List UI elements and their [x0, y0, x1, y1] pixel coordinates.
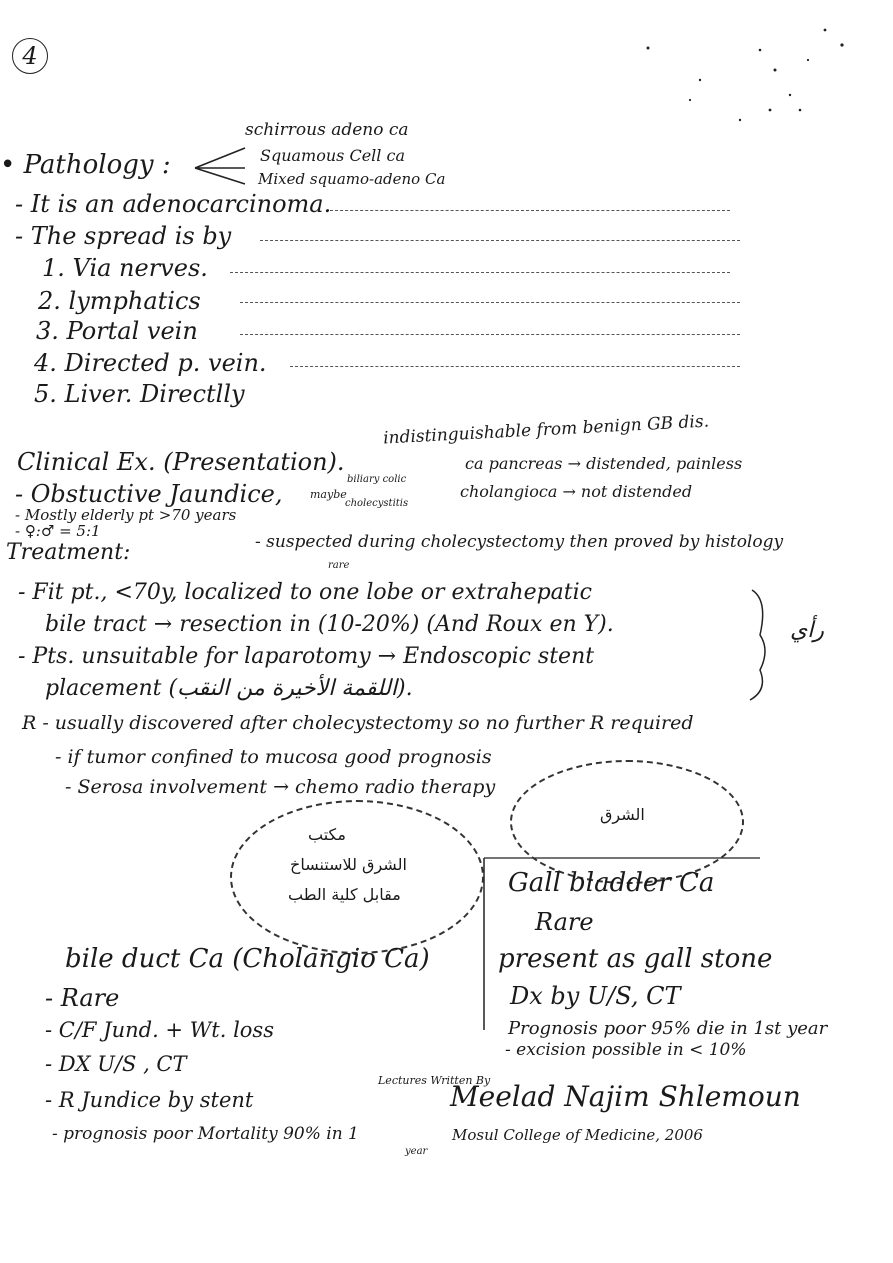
- credit-college: Mosul College of Medicine, 2006: [452, 1126, 703, 1144]
- guide-line: [240, 334, 740, 335]
- guide-line: [240, 302, 740, 303]
- pathology-line-1: - It is an adenocarcinoma.: [15, 190, 332, 218]
- clinical-note: indistinguishable from benign GB dis.: [382, 411, 710, 449]
- guide-line: [330, 210, 730, 211]
- bd-item-3: - DX U/S , CT: [45, 1052, 187, 1076]
- pathology-type-3: Mixed squamo-adeno Ca: [258, 170, 446, 188]
- gb-item-4: Prognosis poor 95% die in 1st year: [508, 1018, 828, 1039]
- bd-item-2: - C/F Jund. + Wt. loss: [45, 1018, 274, 1042]
- treatment-heading: Treatment:: [6, 540, 131, 565]
- bd-item-4: - R Jundice by stent: [45, 1088, 254, 1112]
- spread-heading: - The spread is by: [15, 222, 232, 250]
- stamp-text-3: مقابل كلية الطب: [288, 885, 401, 904]
- pathology-heading: Pathology :: [23, 150, 171, 180]
- pathology-type-2: Squamous Cell ca: [260, 146, 405, 165]
- spread-item-4: 4. Directed p. vein.: [34, 349, 267, 377]
- side-note: رأي: [790, 618, 824, 643]
- credit-label: Lectures Written By: [378, 1074, 491, 1087]
- bullet-dot: •: [0, 150, 16, 180]
- bd-item-1: - Rare: [45, 984, 120, 1012]
- spread-item-3: 3. Portal vein: [36, 317, 198, 345]
- clinical-heading: Clinical Ex. (Presentation).: [17, 448, 345, 476]
- gb-item-2: present as gall stone: [498, 944, 773, 974]
- biliary-colic-note: biliary colic: [347, 474, 407, 485]
- rare-note: rare: [328, 560, 350, 571]
- spread-item-1: 1. Via nerves.: [42, 254, 208, 282]
- rx-line-1: R - usually discovered after cholecystectomy so no further R required: [22, 712, 694, 734]
- branch-pancreas: ca pancreas → distended, painless: [465, 454, 743, 473]
- stamp-text-right: الشرق: [600, 805, 645, 824]
- rx-line-2: - if tumor confined to mucosa good prognosis: [55, 746, 492, 768]
- gb-item-3: Dx by U/S, CT: [510, 982, 681, 1010]
- spread-item-2: 2. lymphatics: [38, 287, 201, 315]
- gb-item-1: Rare: [535, 908, 594, 936]
- branch-cholangio: cholangioca → not distended: [460, 482, 693, 501]
- treatment-placement: placement (اللقمة الأخيرة من النقب).: [45, 676, 413, 701]
- pathology-label: [0, 150, 171, 180]
- guide-line: [230, 272, 730, 273]
- stamp-text-1: مكتب: [308, 825, 346, 844]
- guide-line: [290, 366, 740, 367]
- sex-ratio: - ♀:♂ = 5:1: [15, 522, 101, 540]
- treatment-unsuitable: - Pts. unsuitable for laparotomy → Endoscopic stent: [18, 644, 595, 669]
- credit-author: Meelad Najim Shlemoun: [450, 1080, 801, 1113]
- stamp-oval-left: [230, 800, 484, 954]
- spread-item-5: 5. Liver. Directlly: [34, 380, 245, 408]
- bd-year: year: [405, 1146, 428, 1157]
- obstructive-jaundice: - Obstuctive Jaundice,: [15, 480, 283, 508]
- page-number: 4: [12, 38, 48, 74]
- pathology-type-1: schirrous adeno ca: [245, 120, 409, 140]
- gall-bladder-heading: Gall bladder Ca: [508, 868, 715, 898]
- bd-prognosis: - prognosis poor Mortality 90% in 1: [52, 1124, 359, 1144]
- guide-line: [260, 240, 740, 241]
- treatment-suspected: - suspected during cholecystectomy then proved by histology: [255, 532, 784, 552]
- bile-duct-heading: bile duct Ca (Cholangio Ca): [65, 944, 430, 974]
- rx-line-3: - Serosa involvement → chemo radio therapy: [65, 776, 496, 798]
- stamp-text-2: الشرق للاستنساخ: [290, 855, 407, 874]
- cholecystitis-note: cholecystitis: [345, 498, 409, 509]
- gb-item-5: - excision possible in < 10%: [505, 1040, 747, 1060]
- maybe-note: maybe: [310, 488, 347, 501]
- treatment-bile: bile tract → resection in (10-20%) (And Roux en Y).: [45, 612, 614, 637]
- treatment-fit: - Fit pt., <70y, localized to one lobe or extrahepatic: [18, 580, 592, 605]
- elderly-note: - Mostly elderly pt >70 years: [15, 506, 237, 524]
